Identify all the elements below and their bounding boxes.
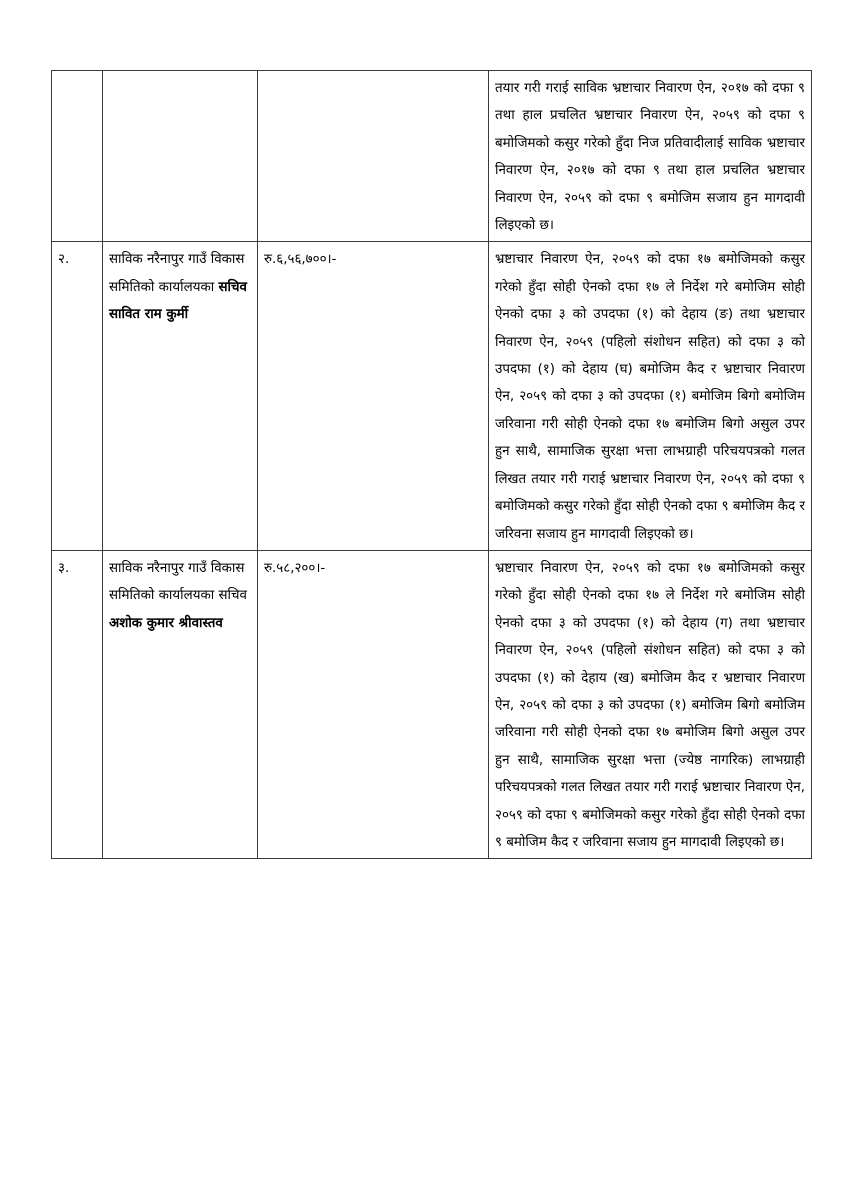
serial-number-cell: ३. [52, 550, 103, 858]
amount-cell: रु.६,५६,७००।- [258, 242, 489, 550]
defendant-text: साविक नरैनापुर गाउँ विकास समितिको कार्यालयका [109, 252, 245, 295]
defendant-cell [103, 242, 258, 550]
defendant-cell [103, 550, 258, 858]
serial-number-cell: २. [52, 242, 103, 550]
amount-cell: रु.५८,२००।- [258, 550, 489, 858]
table-row [52, 242, 812, 550]
claim-description-cell: तयार गरी गराई साविक भ्रष्टाचार निवारण ऐन, २०१७ को दफा ९ तथा हाल प्रचलित भ्रष्टाचार निवारण ऐन, २०५९ को दफा ९ बमोजिमको कसुर गरेको हुँदा निज प्रतिवादीलाई साविक भ्रष्टाचार निवारण ऐन, २०१७ को दफा ९ तथा हाल प्रचलित भ्रष्टाचार निवारण ऐन, २०५९ को दफा ९ बमोजिम सजाय हुन मागदावी लिइएको छ। [489, 71, 812, 242]
defendant-cell [103, 71, 258, 242]
defendant-name-bold: अशोक कुमार श्रीवास्तव [109, 615, 223, 631]
amount-cell [258, 71, 489, 242]
serial-number-cell [52, 71, 103, 242]
defendant-name-bold: सचिव सावित राम कुर्मी [109, 279, 247, 323]
claim-description-cell: भ्रष्टाचार निवारण ऐन, २०५९ को दफा १७ बमोजिमको कसुर गरेको हुँदा सोही ऐनको दफा १७ ले निर्देश गरे बमोजिम सोही ऐनको दफा ३ को उपदफा (१) को देहाय (ङ) तथा भ्रष्टाचार निवारण ऐन, २०५९ (पहिलो संशोधन सहित) को दफा ३ को उपदफा (१) को देहाय (घ) बमोजिम कैद र भ्रष्टाचार निवारण ऐन, २०५९ को दफा ३ को उपदफा (१) बमोजिम बिगो बमोजिम जरिवाना गरी सोही ऐनको दफा १७ बमोजिम बिगो असुल उपर हुन साथै, सामाजिक सुरक्षा भत्ता लाभग्राही परिचयपत्रको गलत लिखत तयार गरी गराई भ्रष्टाचार निवारण ऐन, २०५९ को दफा ९ बमोजिमको कसुर गरेको हुँदा सोही ऐनको दफा ९ बमोजिम कैद र जरिवना सजाय हुन मागदावी लिइएको छ। [489, 242, 812, 550]
defendant-text: साविक नरैनापुर गाउँ विकास समितिको कार्यालयका सचिव [109, 560, 247, 604]
case-table [51, 70, 812, 859]
claim-description-cell: भ्रष्टाचार निवारण ऐन, २०५९ को दफा १७ बमोजिमको कसुर गरेको हुँदा सोही ऐनको दफा १७ ले निर्देश गरे बमोजिम सोही ऐनको दफा ३ को उपदफा (१) को देहाय (ग) तथा भ्रष्टाचार निवारण ऐन, २०५९ (पहिलो संशोधन सहित) को दफा ३ को उपदफा (१) को देहाय (ख) बमोजिम कैद र भ्रष्टाचार निवारण ऐन, २०५९ को दफा ३ को उपदफा (१) बमोजिम बिगो बमोजिम जरिवाना गरी सोही ऐनको दफा १७ बमोजिम बिगो असुल उपर हुन साथै, सामाजिक सुरक्षा भत्ता (ज्येष्ठ नागरिक) लाभग्राही परिचयपत्रको गलत लिखत तयार गरी गराई भ्रष्टाचार निवारण ऐन, २०५९ को दफा ९ बमोजिमको कसुर गरेको हुँदा सोही ऐनको दफा ९ बमोजिम कैद र जरिवाना सजाय हुन मागदावी लिइएको छ। [489, 550, 812, 858]
table-row [52, 550, 812, 858]
table-row [52, 71, 812, 242]
